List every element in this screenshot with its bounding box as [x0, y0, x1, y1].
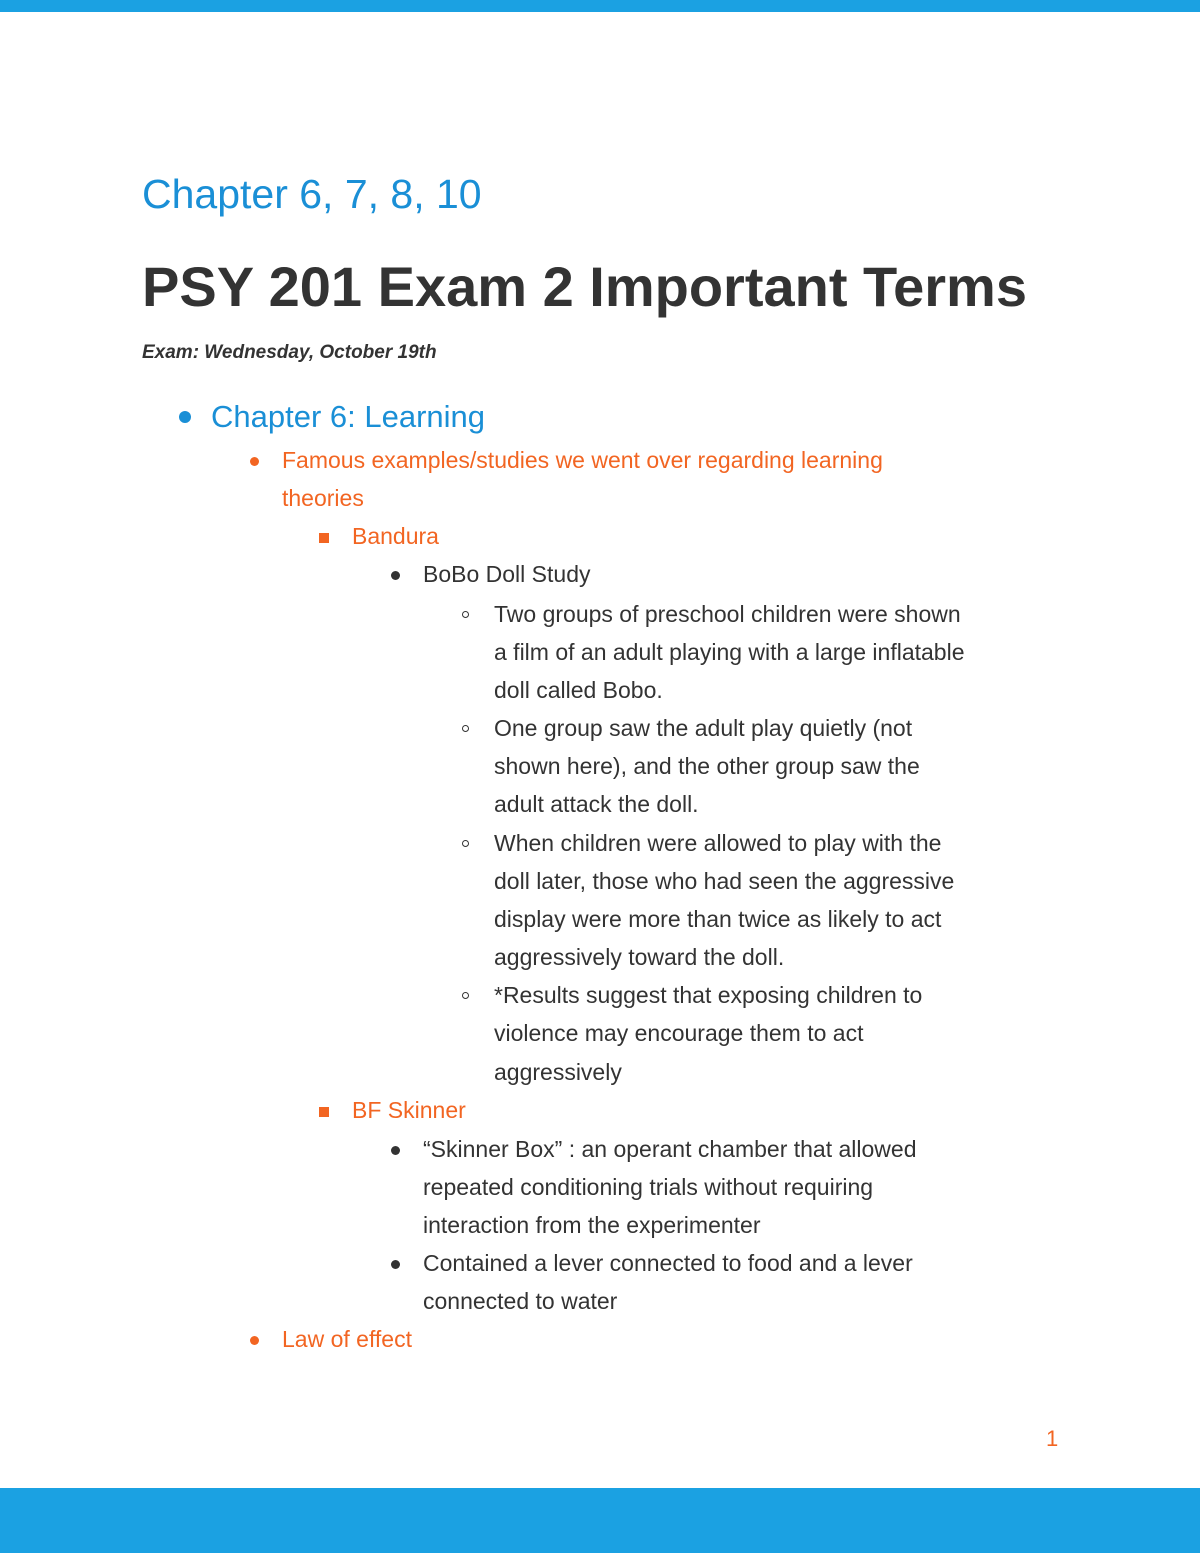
chapter-heading: Chapter 6: Learning	[211, 399, 486, 434]
hollow-bullet-icon	[462, 840, 469, 847]
skinner-heading: BF Skinner	[352, 1097, 466, 1123]
law-of-effect: Law of effect	[282, 1326, 412, 1352]
hollow-bullet-icon	[462, 725, 469, 732]
bobo-point-1-line-3: doll called Bobo.	[494, 677, 663, 703]
document-title: PSY 201 Exam 2 Important Terms	[142, 255, 1027, 318]
bobo-point-1-line-2: a film of an adult playing with a large inflatable	[494, 639, 965, 665]
square-bullet-icon	[319, 533, 329, 543]
skinner-point-1-line-3: interaction from the experimenter	[423, 1212, 761, 1238]
skinner-point-1-line-2: repeated conditioning trials without requiring	[423, 1174, 874, 1200]
bullet-icon	[250, 1336, 259, 1345]
bobo-doll-study: BoBo Doll Study	[423, 561, 591, 587]
bobo-point-4-line-2: violence may encourage them to act	[494, 1020, 864, 1046]
exam-date: Exam: Wednesday, October 19th	[142, 342, 437, 363]
bobo-point-1-line-1: Two groups of preschool children were shown	[494, 601, 961, 627]
bullet-icon	[250, 457, 259, 466]
skinner-point-2-line-2: connected to water	[423, 1288, 618, 1314]
bullet-icon	[179, 411, 191, 423]
bandura-heading: Bandura	[352, 523, 439, 549]
hollow-bullet-icon	[462, 992, 469, 999]
square-bullet-icon	[319, 1107, 329, 1117]
skinner-point-2-line-1: Contained a lever connected to food and a lever	[423, 1250, 913, 1276]
bobo-point-2-line-2: shown here), and the other group saw the	[494, 753, 920, 779]
bobo-point-4-line-3: aggressively	[494, 1059, 622, 1085]
bullet-icon	[391, 1146, 400, 1155]
skinner-point-1-line-1: “Skinner Box” : an operant chamber that allowed	[423, 1136, 917, 1162]
bobo-point-3-line-3: display were more than twice as likely to act	[494, 906, 942, 932]
bobo-point-3-line-2: doll later, those who had seen the aggressive	[494, 868, 955, 894]
bobo-point-4-line-1: *Results suggest that exposing children to	[494, 982, 923, 1008]
hollow-bullet-icon	[462, 611, 469, 618]
bobo-point-3-line-1: When children were allowed to play with the	[494, 830, 942, 856]
top-accent-bar	[0, 0, 1200, 12]
bobo-point-2-line-1: One group saw the adult play quietly (not	[494, 715, 913, 741]
bullet-icon	[391, 1260, 400, 1269]
famous-examples-line-1: Famous examples/studies we went over regarding learning	[282, 447, 883, 473]
famous-examples-line-2: theories	[282, 485, 364, 511]
document-subtitle: Chapter 6, 7, 8, 10	[142, 171, 482, 217]
bobo-point-2-line-3: adult attack the doll.	[494, 791, 699, 817]
page-number: 1	[1046, 1426, 1059, 1451]
bullet-icon	[391, 571, 400, 580]
bobo-point-3-line-4: aggressively toward the doll.	[494, 944, 785, 970]
bottom-accent-bar	[0, 1488, 1200, 1553]
